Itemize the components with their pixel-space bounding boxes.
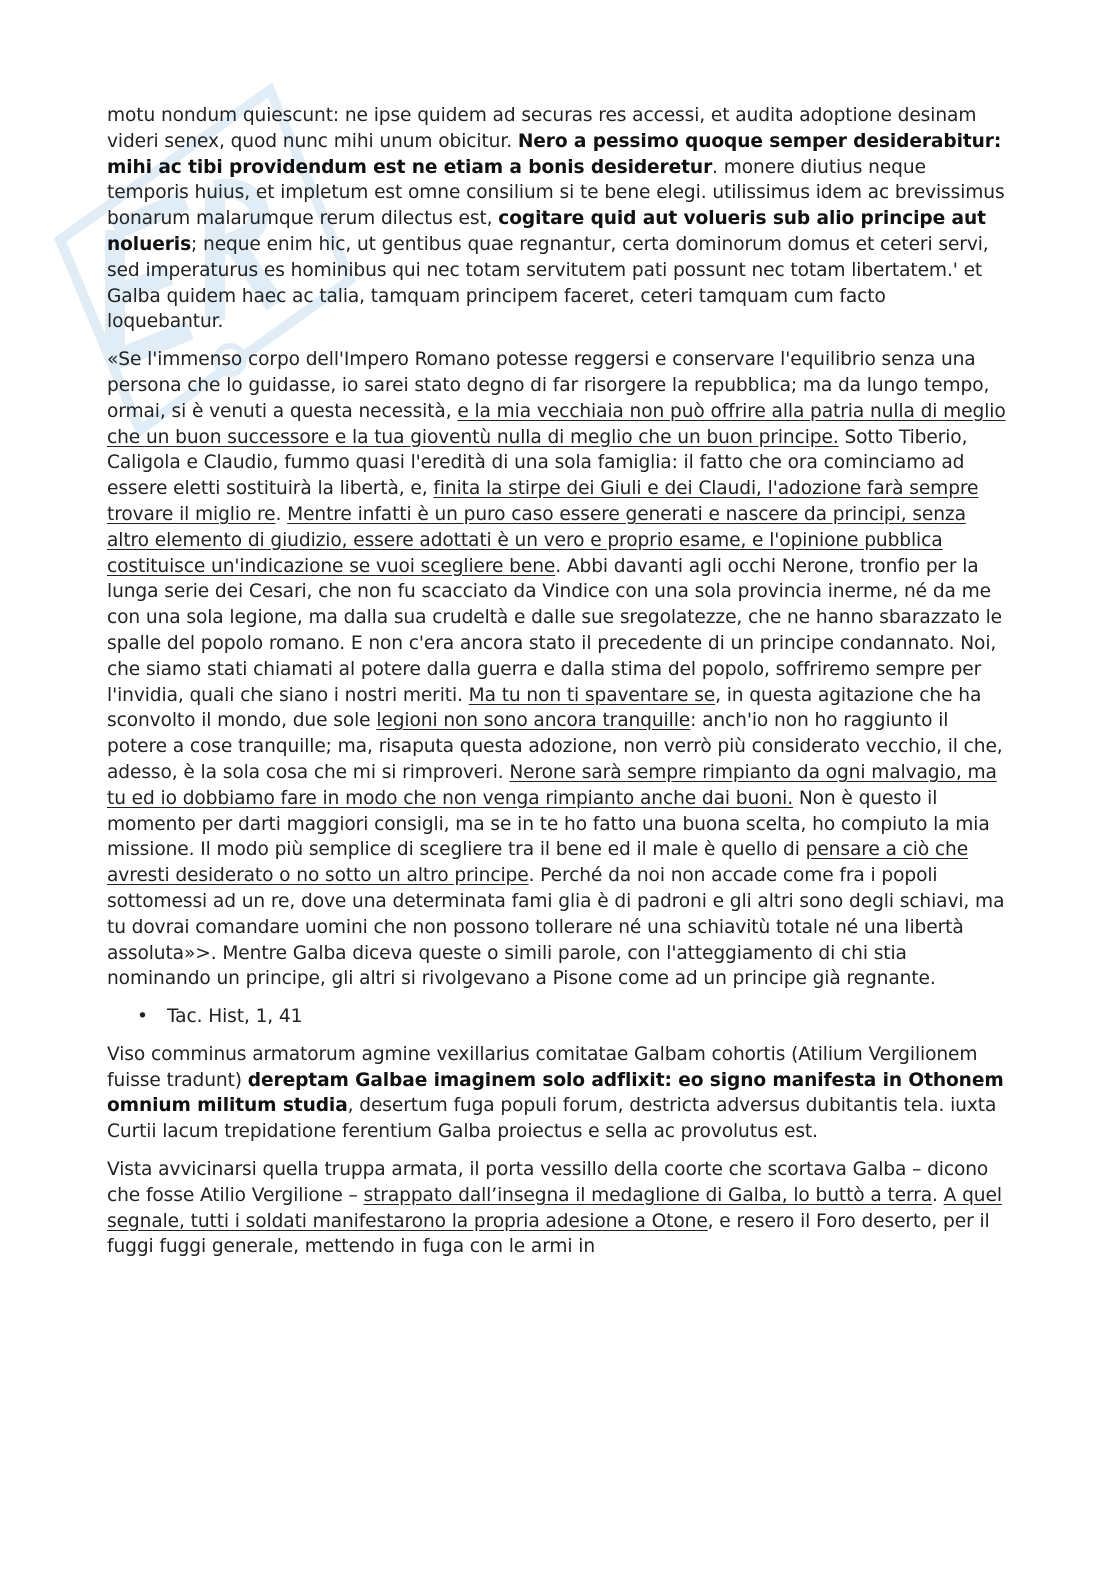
underlined-run: finita la stirpe dei Giuli e dei Claudi, l'adozione farà sempre trovare il miglio re [107,478,979,525]
text-run: . monere diutius neque temporis huius, et impletum est omne consilium si te bene elegi. utilissimus idem ac brevissimus bonarum malarumque rerum dilectus est, [107,156,1005,230]
underlined-run: strappato dall’insegna il medaglione di Galba, lo buttò a terra [363,1184,933,1206]
text-run: . [932,1184,944,1206]
text-run: , desertum fuga populi forum, destricta adversus dubitantis tela. iuxta Curtii lacum trepidatione ferentium Galba proiectus e sella ac provolutus est. [107,1095,997,1143]
latin-text-paragraph-2 [107,1042,1007,1145]
text-run: «Se l'immenso corpo dell'Impero Romano potesse reggersi e conservare l'equilibrio senza una persona che lo guidasse, io sarei stato degno di far risorgere la repubblica; ma da lungo tempo, ormai, si è venuti a questa necessità, [107,349,990,422]
underlined-run: A quel segnale, tutti i soldati manifestarono la propria adesione a Otone [107,1184,1002,1232]
text-run: . Perché da noi non accade come fra i popoli sottomessi ad un re, dove una determinata fami glia è di padroni e gli altri sono degli schiavi, ma tu dovrai comandare uomini che non possono tollerare né una schiavitù totale né una libertà assoluta»>. Mentre Galba diceva queste o simili parole, con l'atteggiamento di chi stia nominando un principe, gli altri si rivolgevano a Pisone come ad un principe già regnante. [107,865,1005,990]
text-run: : anch'io non ho raggiunto il potere a cose tranquille; ma, risaputa questa adozione, non verrò più considerato vecchio, il che, adesso, è la sola cosa che mi si rimproveri. [107,710,1003,783]
underlined-run: Ma tu non ti spaventare se [468,684,716,706]
bold-run: cogitare quid aut volueris sub alio principe aut nolueris [107,208,986,255]
text-run: , e resero il Foro deserto, per il fuggi fuggi generale, mettendo in fuga con le armi in [107,1210,990,1258]
text-run: Viso comminus armatorum agmine vexillarius comitatae Galbam cohortis (Atilium Vergilionem fuisse tradunt) [107,1043,978,1091]
underlined-run: e la mia vecchiaia non può offrire alla patria nulla di meglio che un buon successore e la tua gioventù nulla di meglio che un buon principe. [107,400,1006,448]
bold-run: dereptam Galbae imaginem solo adflixit: eo signo manifesta in Othonem omnium militum studia [107,1069,1004,1117]
text-run: Vista avvicinarsi quella truppa armata, il porta vessillo della coorte che scortava Galba – dicono che fosse Atilio Vergilione – [107,1159,989,1206]
underlined-run: Mentre infatti è un puro caso essere generati e nascere da principi, senza altro elemento di giudizio, essere adottati è un vero e proprio esame, e l'opinione pubblica costituisce un'indicazione se vuoi scegliere bene [107,503,966,577]
italian-translation-paragraph [107,347,1007,992]
bold-run: Nero a pessimo quoque semper desiderabitur: mihi ac tibi providendum est ne etiam a bonis desideretur [107,130,1002,178]
text-run: Non è questo il momento per darti maggiori consigli, ma se in te ho fatto una buona scelta, ho compiuto la mia missione. Il modo più semplice di scegliere tra il bene ed il male è quello di [107,787,990,861]
underlined-run: pensare a ciò che avresti desiderato o no sotto un altro principe [107,839,969,887]
bullet-list [107,1004,1007,1030]
text-run: Sotto Tiberio, Caligola e Claudio, fummo quasi l'eredità di una sola famiglia: il fatto che ora cominciamo ad essere eletti sostituirà la libertà, e, [107,426,968,500]
text-run: . Abbi davanti agli occhi Nerone, tronfio per la lunga serie dei Cesari, che non fu scacciato da Vindice con una sola provincia inerme, né da me con una sola legione, ma dalla sua crudeltà e dalle sue sregolatezze, che ne hanno sbarazzato le spalle del popolo romano. E non c'era ancora stato il precedente di un principe condannato. Noi, che siamo stati chiamati al potere dalla guerra e dalla stima del popolo, soffriremo sempre per l'invidia, quali che siano i nostri meriti. [107,555,1002,706]
latin-text-paragraph [107,103,1007,335]
citation-bullet: • Tac. Hist, 1, 41 [167,1004,1007,1030]
underlined-run: legioni non sono ancora tranquille [376,710,691,732]
document-page [107,103,1007,1272]
italian-translation-paragraph-2 [107,1157,1007,1260]
text-run: . [275,503,288,525]
text-run: motu nondum quiescunt: ne ipse quidem ad securas res accessi, et audita adoptione desinam videri senex, quod nunc mihi unum obicitur. [107,105,977,152]
underlined-run: Nerone sarà sempre rimpianto da ogni malvagio, ma tu ed io dobbiamo fare in modo che non venga rimpianto anche dai buoni. [107,761,997,809]
text-run: ; neque enim hic, ut gentibus quae regnantur, certa dominorum domus et ceteri servi, sed imperaturus es hominibus qui nec totam servitutem pati possunt nec totam libertatem.' et Galba quidem haec ac talia, tamquam principem faceret, ceteri tamquam cum facto loquebantur. [107,233,989,333]
text-run: , in questa agitazione che ha sconvolto il mondo, due sole [107,684,982,732]
